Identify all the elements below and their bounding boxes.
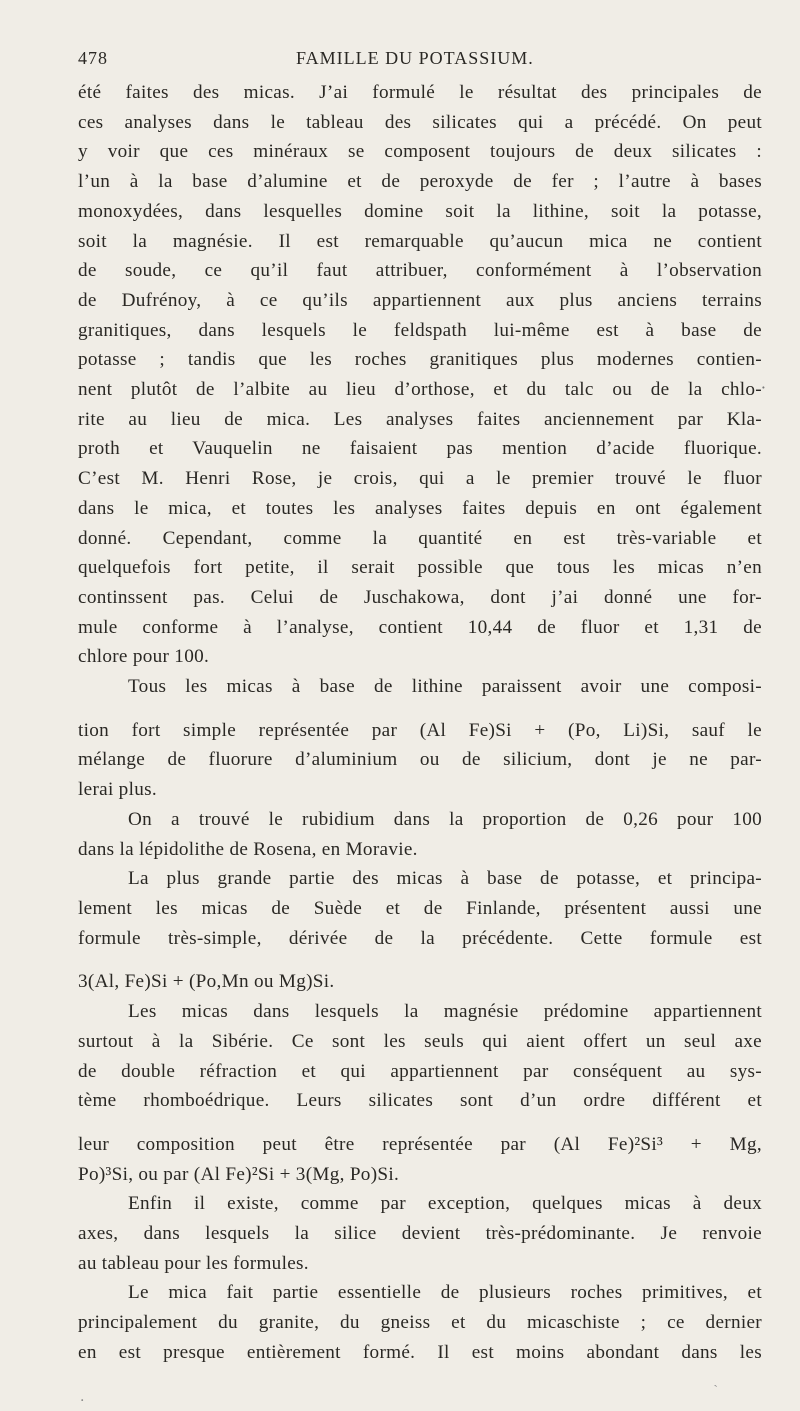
text-line: mélange de fluorure d’aluminium ou de silicium, dont je ne par- <box>78 749 762 771</box>
text-line: été faites des micas. J’ai formulé le résultat des principales de <box>78 82 762 103</box>
formula-mark-gap <box>78 1116 762 1130</box>
text-line: continssent pas. Celui de Juschakowa, dont j’ai donné une for- <box>78 586 762 608</box>
text-line: de soude, ce qu’il faut attribuer, conformément à l’observation <box>78 260 762 282</box>
paragraph-first-line: La plus grande partie des micas à base de potasse, et principa- <box>128 868 762 890</box>
text-line: donné. Cependant, comme la quantité en est très-variable et <box>78 527 762 549</box>
text-line: surtout à la Sibérie. Ce sont les seuls qui aient offert un seul axe <box>78 1030 762 1052</box>
text-line: lement les micas de Suède et de Finlande, présentent aussi une <box>78 897 762 919</box>
text-line: C’est M. Henri Rose, je crois, qui a le premier trouvé le fluor <box>78 468 762 490</box>
text-line: axes, dans lesquels la silice devient très-prédominante. Je renvoie <box>78 1223 762 1245</box>
formula-mark-gap <box>78 953 762 967</box>
text-line: nent plutôt de l’albite au lieu d’orthose, et du talc ou de la chlo- <box>78 379 762 401</box>
text-line: monoxydées, dans lesquelles domine soit la lithine, soit la potasse, <box>78 200 762 222</box>
formula-line: 3(Al, Fe)Si + (Po,Mn ou Mg)Si. <box>78 971 335 993</box>
text-line: quelquefois fort petite, il serait possible que tous les micas n’en <box>78 557 762 579</box>
paragraph-first-line: Le mica fait partie essentielle de plusieurs roches primitives, et <box>128 1282 762 1304</box>
text-line: au tableau pour les formules. <box>78 1252 309 1274</box>
text-line: soit la magnésie. Il est remarquable qu’aucun mica ne contient <box>78 230 762 252</box>
formula-line: Po)³Si, ou par (Al Fe)²Si + 3(Mg, Po)Si. <box>78 1163 400 1185</box>
paragraph-first-line: Les micas dans lesquels la magnésie prédomine appartiennent <box>128 1001 762 1023</box>
text-line: en est presque entièrement formé. Il est moins abondant dans les <box>78 1341 762 1363</box>
paragraph-first-line: Tous les micas à base de lithine paraissent avoir une composi- <box>128 676 762 698</box>
text-line: chlore pour 100. <box>78 646 210 668</box>
text-line: tion fort simple représentée par (Al Fe)Si + (Po, Li)Si, sauf le <box>78 719 762 741</box>
text-line: mule conforme à l’analyse, contient 10,44 de fluor et 1,31 de <box>78 616 762 638</box>
text-line: lerai plus. <box>78 779 157 801</box>
text-line: y voir que ces minéraux se composent toujours de deux silicates : <box>78 141 762 163</box>
text-line: formule très-simple, dérivée de la précédente. Cette formule est <box>78 927 762 949</box>
margin-speck: · <box>760 378 766 397</box>
text-line: potasse ; tandis que les roches granitiques plus modernes contien- <box>78 349 762 371</box>
margin-speck: · <box>80 1393 85 1409</box>
paragraph-first-line: Enfin il existe, comme par exception, quelques micas à deux <box>128 1193 762 1215</box>
text-line: de Dufrénoy, à ce qu’ils appartiennent aux plus anciens terrains <box>78 289 762 311</box>
text-line: proth et Vauquelin ne faisaient pas mention d’acide fluorique. <box>78 438 762 460</box>
margin-speck: ˎ <box>713 1372 718 1388</box>
running-head: FAMILLE DU POTASSIUM. <box>296 48 534 68</box>
text-line: ces analyses dans le tableau des silicates qui a précédé. On peut <box>78 111 762 133</box>
page-number: 478 <box>78 48 108 68</box>
page-header <box>78 44 762 78</box>
paragraph-first-line: On a trouvé le rubidium dans la proportion de 0,26 pour 100 <box>128 808 762 830</box>
text-line: tème rhomboédrique. Leurs silicates sont d’un ordre différent et <box>78 1090 762 1112</box>
formula-mark-gap <box>78 702 762 716</box>
formula-line: leur composition peut être représentée par (Al Fe)²Si³ + Mg, <box>78 1133 762 1155</box>
text-line: principalement du granite, du gneiss et du micaschiste ; ce dernier <box>78 1312 762 1334</box>
text-line: granitiques, dans lesquels le feldspath lui-même est à base de <box>78 319 762 341</box>
text-line: de double réfraction et qui appartiennent par conséquent au sys- <box>78 1060 762 1082</box>
text-line: dans la lépidolithe de Rosena, en Moravie. <box>78 838 418 860</box>
text-line: l’un à la base d’alumine et de peroxyde de fer ; l’autre à bases <box>78 171 762 193</box>
body-text <box>78 78 762 1368</box>
text-line: dans le mica, et toutes les analyses faites depuis en ont également <box>78 497 762 519</box>
text-line: rite au lieu de mica. Les analyses faites anciennement par Kla- <box>78 408 762 430</box>
